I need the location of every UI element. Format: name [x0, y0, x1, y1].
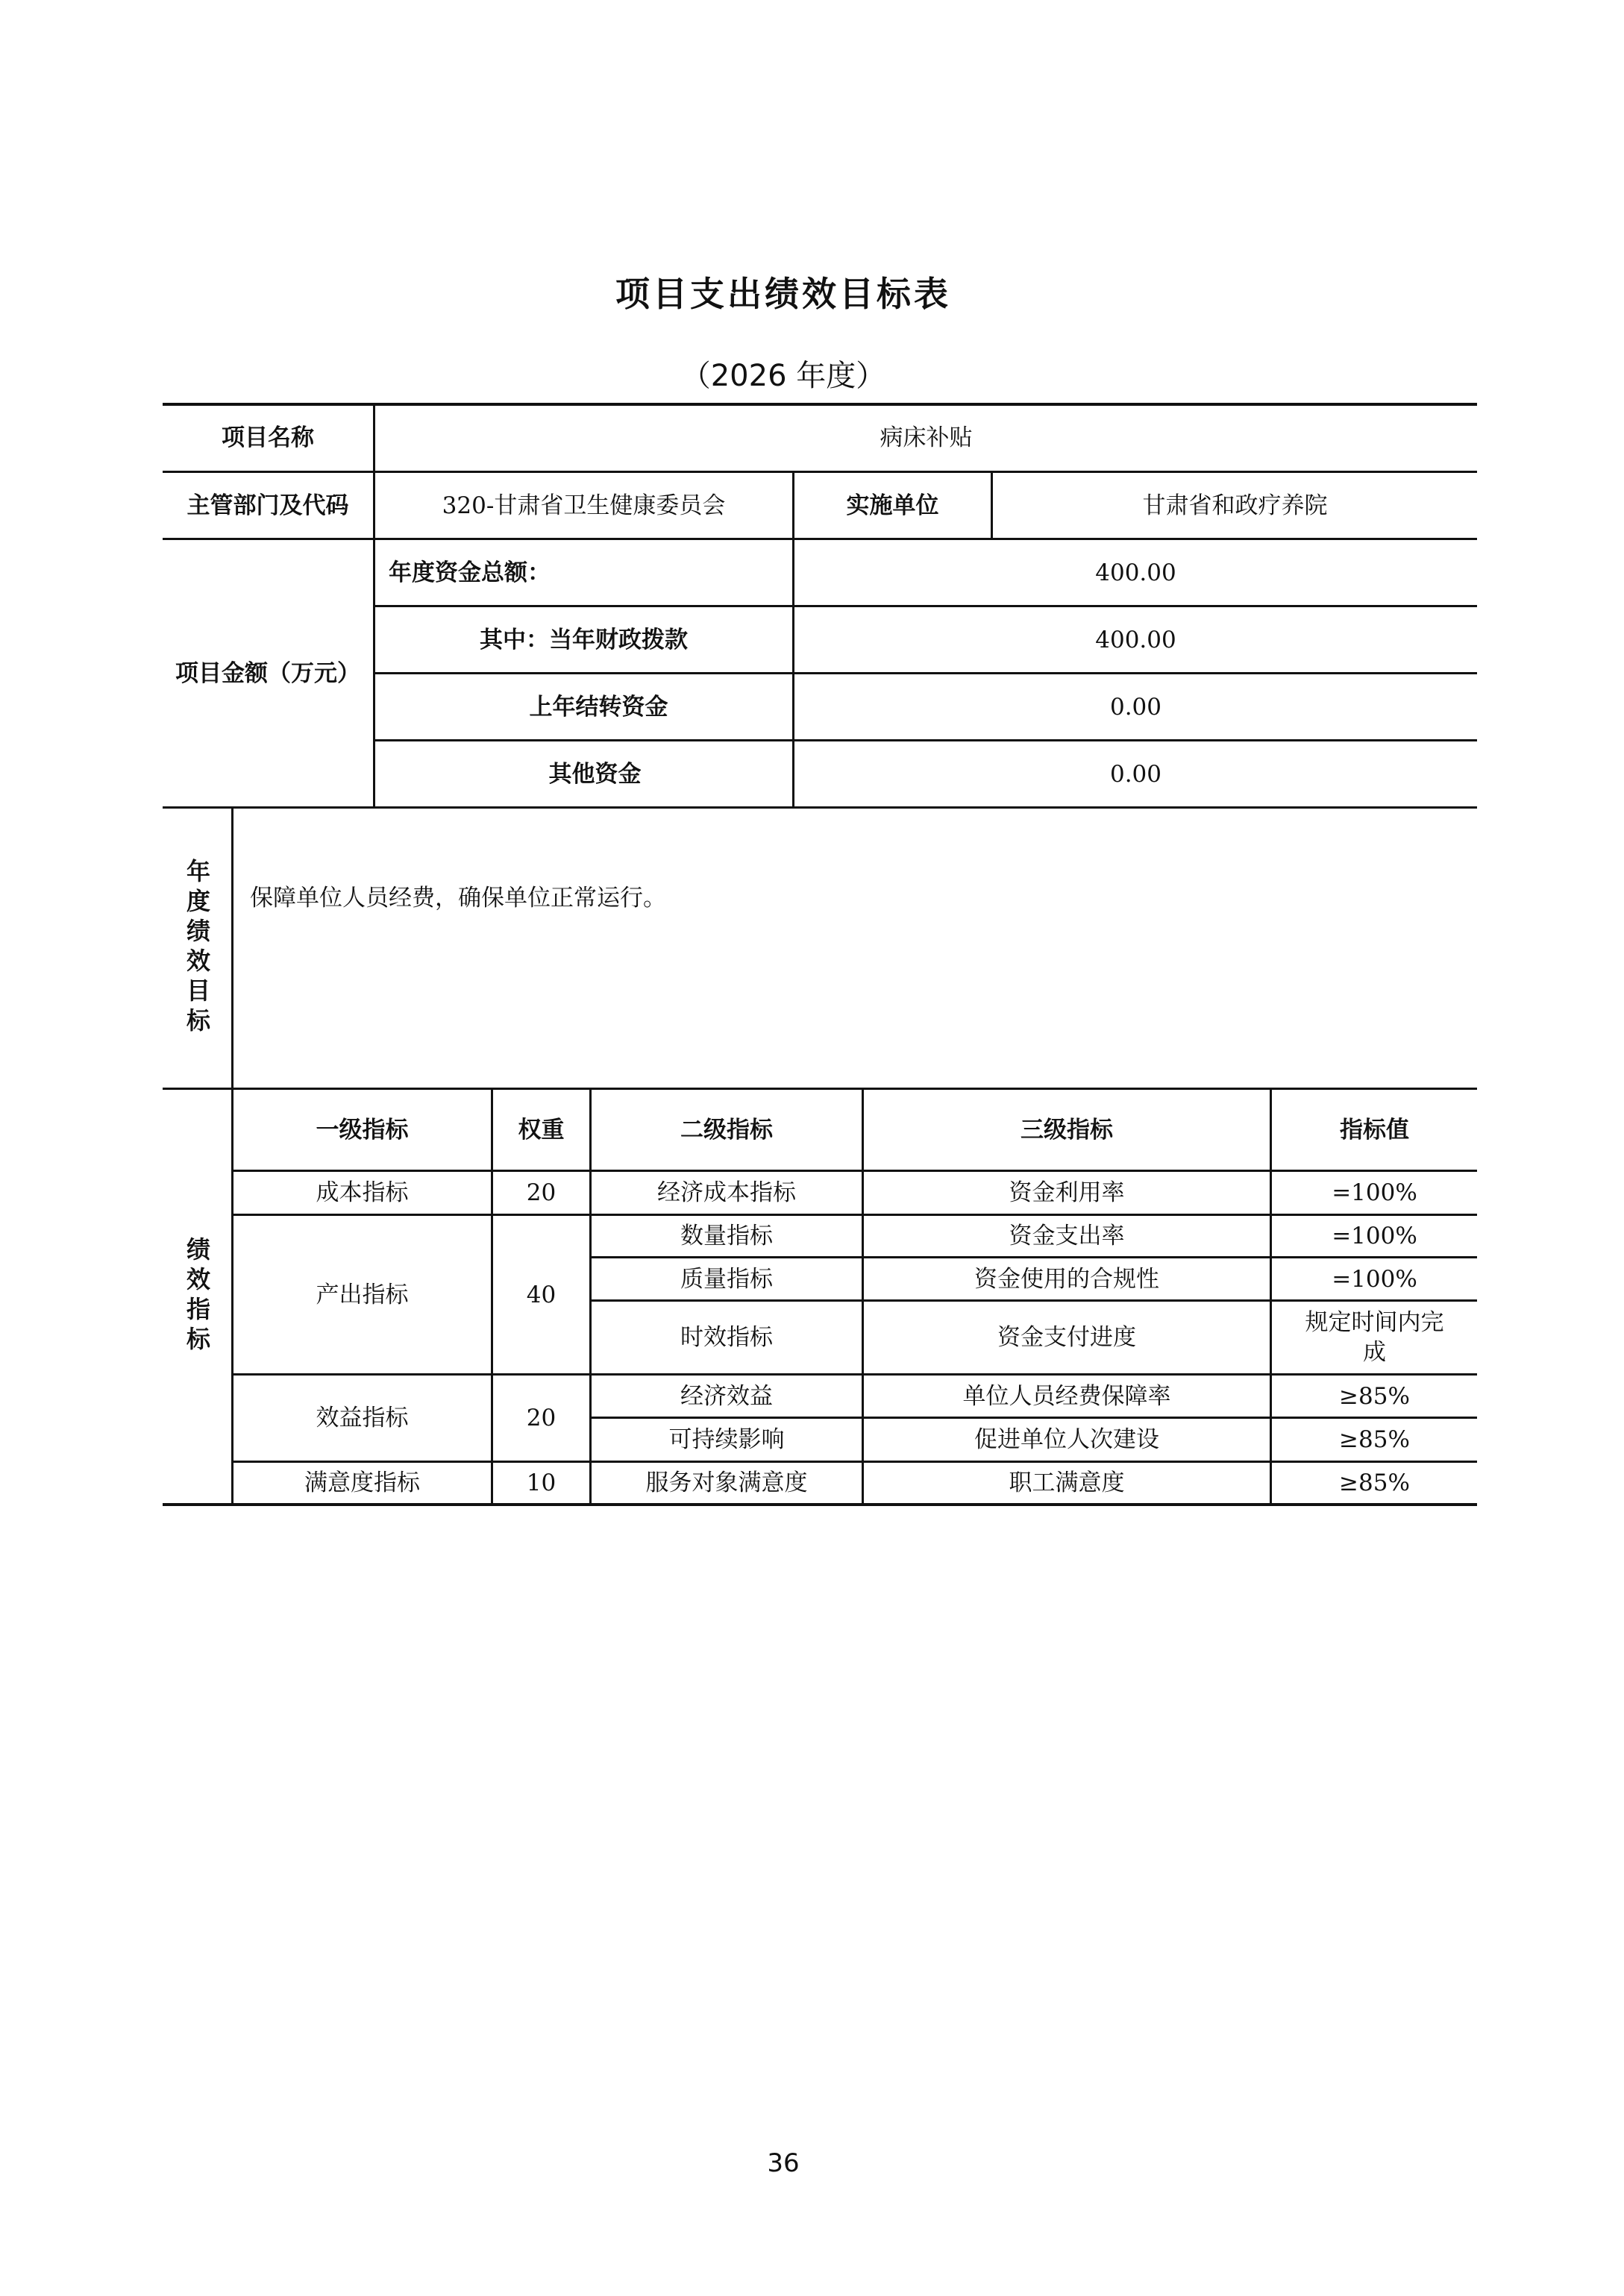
- row-4-value: ≥85%: [1339, 1382, 1410, 1410]
- funds-carryover-value: 0.00: [1109, 693, 1162, 721]
- funds-other-value: 0.00: [1109, 760, 1162, 788]
- funds-fiscal-label: 其中：当年财政拨款: [480, 626, 688, 653]
- row-5-level3: 促进单位人次建设: [974, 1426, 1159, 1453]
- year-label: （2026 年度）: [680, 359, 886, 393]
- row-3-value: 规定时间内完成: [1305, 1309, 1444, 1366]
- project-name-value: 病床补贴: [880, 424, 973, 451]
- indicators-label-text: 绩效指标: [183, 1237, 211, 1356]
- header-level3: 三级指标: [1021, 1116, 1113, 1144]
- indicators-label: [163, 1090, 231, 1503]
- dept-value: 320-甘肃省卫生健康委员会: [442, 492, 726, 519]
- header-value: 指标值: [1340, 1116, 1409, 1144]
- row-5-level2: 可持续影响: [668, 1426, 785, 1453]
- row-4-level2: 经济效益: [680, 1382, 773, 1410]
- row-0-value: =100%: [1332, 1179, 1417, 1206]
- group-satisfaction-level1: 满意度指标: [304, 1469, 420, 1496]
- row-0-level2: 经济成本指标: [657, 1179, 796, 1206]
- dept-label: 主管部门及代码: [186, 492, 349, 519]
- row-2-value: =100%: [1332, 1265, 1417, 1293]
- page-title: 项目支出绩效目标表: [615, 274, 951, 314]
- row-0-level3: 资金利用率: [1009, 1179, 1125, 1206]
- group-output-level1: 产出指标: [316, 1281, 409, 1308]
- row-6-level3: 职工满意度: [1009, 1469, 1125, 1496]
- project-name-label: 项目名称: [222, 424, 314, 451]
- row-3-level3: 资金支付进度: [997, 1324, 1136, 1351]
- funds-fiscal-value: 400.00: [1095, 626, 1176, 653]
- impl-label: 实施单位: [846, 492, 939, 519]
- row-2-level3: 资金使用的合规性: [974, 1265, 1159, 1293]
- page-number: 36: [767, 2148, 800, 2178]
- header-level2: 二级指标: [680, 1116, 773, 1144]
- header-level1: 一级指标: [316, 1116, 409, 1144]
- row-4-level3: 单位人员经费保障率: [962, 1382, 1171, 1410]
- row-3-level2: 时效指标: [680, 1324, 773, 1351]
- group-satisfaction-weight: 10: [526, 1469, 557, 1496]
- funds-total-label: 年度资金总额：: [389, 559, 551, 586]
- row-6-level2: 服务对象满意度: [645, 1469, 808, 1496]
- group-output-weight: 40: [526, 1281, 557, 1308]
- funds-total-value: 400.00: [1095, 559, 1176, 586]
- funds-other-label: 其他资金: [548, 760, 642, 788]
- group-cost-level1: 成本指标: [316, 1179, 409, 1206]
- group-cost-weight: 20: [526, 1179, 557, 1206]
- row-1-level3: 资金支出率: [1009, 1223, 1125, 1249]
- funds-label: 项目金额（万元）: [175, 659, 360, 687]
- annual-goal-label: [163, 809, 231, 1088]
- group-benefit-level1: 效益指标: [316, 1405, 409, 1431]
- row-1-value: =100%: [1332, 1223, 1417, 1249]
- row-1-level2: 数量指标: [680, 1223, 773, 1249]
- annual-goal-text: 保障单位人员经费，确保单位正常运行。: [250, 885, 666, 912]
- group-benefit-weight: 20: [526, 1405, 557, 1431]
- annual-goal-label-text: 年度绩效目标: [183, 859, 211, 1038]
- row-2-level2: 质量指标: [680, 1265, 773, 1293]
- row-5-value: ≥85%: [1339, 1426, 1410, 1453]
- funds-carryover-label: 上年结转资金: [529, 693, 668, 721]
- impl-value: 甘肃省和政疗养院: [1142, 492, 1328, 519]
- row-6-value: ≥85%: [1339, 1469, 1410, 1496]
- header-weight: 权重: [518, 1116, 565, 1144]
